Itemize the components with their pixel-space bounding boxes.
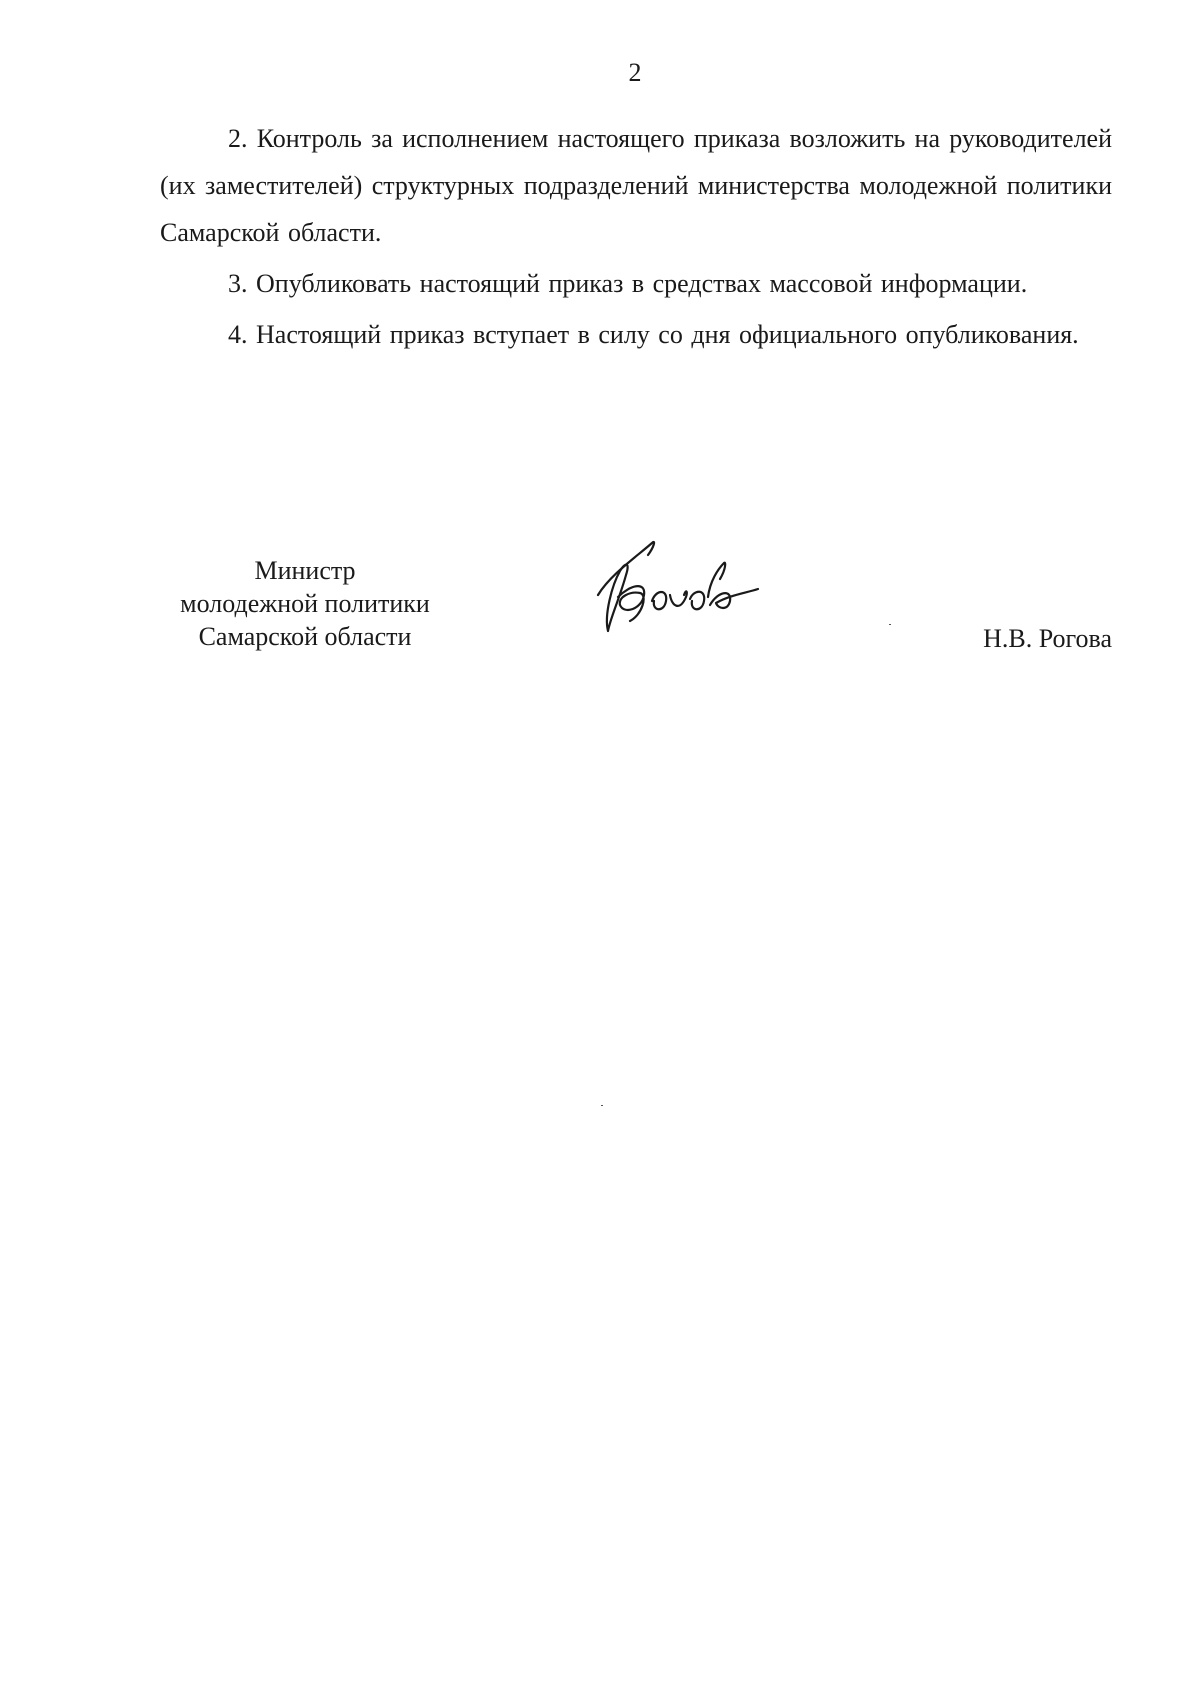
- page-number: 2: [628, 58, 642, 87]
- scan-speck: [601, 1105, 603, 1106]
- paragraph-2: 2. Контроль за исполнением настоящего приказа возложить на руководителей (их заместителей) структурных подразделений министерства молодежной политики Самарской области.: [160, 124, 1112, 247]
- handwritten-signature: [590, 535, 770, 645]
- scan-speck: [889, 624, 891, 625]
- paragraph-3: 3. Опубликовать настоящий приказ в средствах массовой информации.: [228, 269, 1028, 298]
- signer-name: Н.В. Рогова: [983, 624, 1112, 653]
- position-line-2: молодежной политики: [180, 589, 430, 618]
- document-body: [160, 115, 1112, 362]
- position-line-1: Министр: [254, 556, 356, 585]
- paragraph-4: 4. Настоящий приказ вступает в силу со дня официального опубликования.: [228, 320, 1079, 349]
- position-line-3: Самарской области: [198, 622, 412, 651]
- signatory-position: [160, 554, 450, 653]
